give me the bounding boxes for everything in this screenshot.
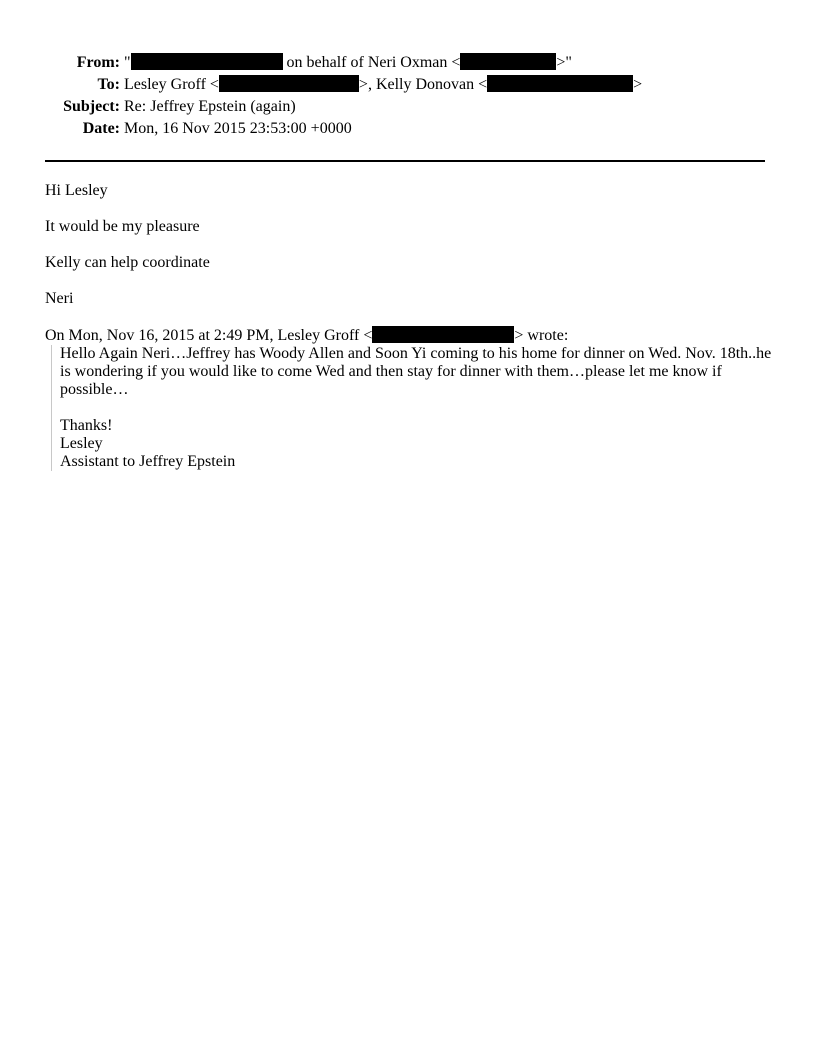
from-middle: on behalf of Neri Oxman < — [282, 54, 461, 71]
attribution-prefix: On Mon, Nov 16, 2015 at 2:49 PM, Lesley Groff < — [45, 327, 373, 344]
subject-row — [0, 96, 816, 118]
redaction-box — [131, 53, 283, 70]
quote-sender-title: Assistant to Jeffrey Epstein — [60, 453, 236, 470]
subject-label: Subject: — [63, 98, 120, 115]
signoff: Neri — [45, 290, 74, 307]
from-label: From: — [76, 54, 120, 71]
quote-spacer — [60, 399, 780, 417]
redaction-box — [460, 53, 556, 70]
greeting: Hi Lesley — [45, 182, 108, 199]
subject-value: Re: Jeffrey Epstein (again) — [124, 98, 296, 115]
quote-line-1: Hello Again Neri…Jeffrey has Woody Allen and Soon Yi coming to his home for dinner on Wed. Nov. 18th..he — [60, 345, 772, 362]
attribution-suffix: > wrote: — [514, 327, 569, 344]
to-row — [0, 74, 816, 96]
to-value — [120, 74, 642, 96]
email-header — [0, 52, 816, 140]
quote-thanks: Thanks! — [60, 417, 113, 434]
quote-line-2: is wondering if you would like to come Wed and then stay for dinner with them…please let me know if — [60, 363, 722, 380]
date-value: Mon, 16 Nov 2015 23:53:00 +0000 — [124, 120, 352, 137]
quoted-message — [51, 345, 780, 471]
quote-attribution — [45, 326, 775, 345]
to-sep: >, Kelly Donovan < — [358, 76, 488, 93]
from-close: >" — [556, 54, 572, 71]
from-row — [0, 52, 816, 74]
redaction-box — [487, 75, 633, 92]
to-name1: Lesley Groff < — [124, 76, 219, 93]
date-row — [0, 118, 816, 140]
quote-line-3: possible… — [60, 381, 129, 398]
redaction-box — [372, 326, 514, 343]
redaction-box — [219, 75, 359, 92]
date-label: Date: — [82, 120, 120, 137]
quote-sender-name: Lesley — [60, 435, 103, 452]
to-close: > — [633, 76, 643, 93]
body-line-2: Kelly can help coordinate — [45, 254, 210, 271]
from-open-quote: " — [124, 54, 131, 71]
to-label: To: — [97, 76, 120, 93]
header-divider — [45, 160, 765, 162]
email-body — [45, 182, 775, 471]
from-value — [120, 52, 572, 74]
body-line-1: It would be my pleasure — [45, 218, 200, 235]
